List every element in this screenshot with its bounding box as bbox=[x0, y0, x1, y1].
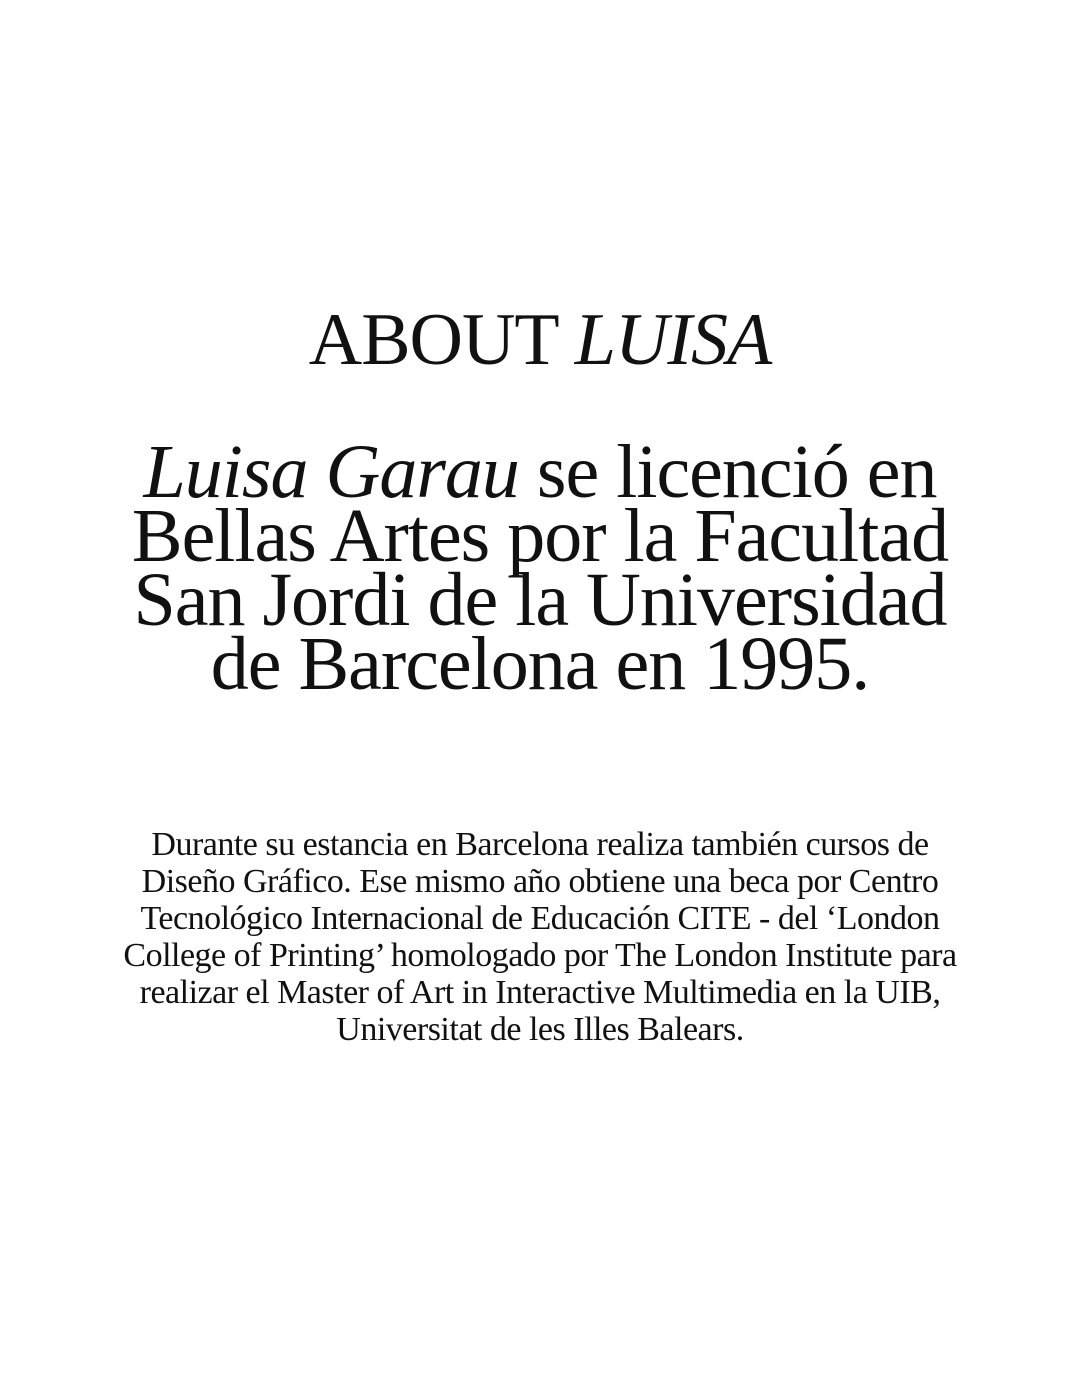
lead-text: se licenció en Bellas Artes por la Facultad San Jordi de la Universidad de Barcelona en 1995. bbox=[131, 430, 949, 706]
title-name: LUISA bbox=[574, 299, 772, 381]
lead-name: Luisa Garau bbox=[143, 430, 519, 514]
lead-statement bbox=[90, 430, 990, 706]
page-title bbox=[0, 300, 1080, 380]
bio-paragraph: Durante su estancia en Barcelona realiza también cursos de Diseño Gráfico. Ese mismo año obtiene una beca por Centro Tecnológico Internacional de Educación CITE - del ‘London College of Printing’ homologado por The London Institute para realizar el Master of Art in Interactive Multimedia en la UIB, Universitat de les Illes Balears. bbox=[123, 826, 957, 1048]
title-prefix: ABOUT bbox=[308, 299, 558, 381]
